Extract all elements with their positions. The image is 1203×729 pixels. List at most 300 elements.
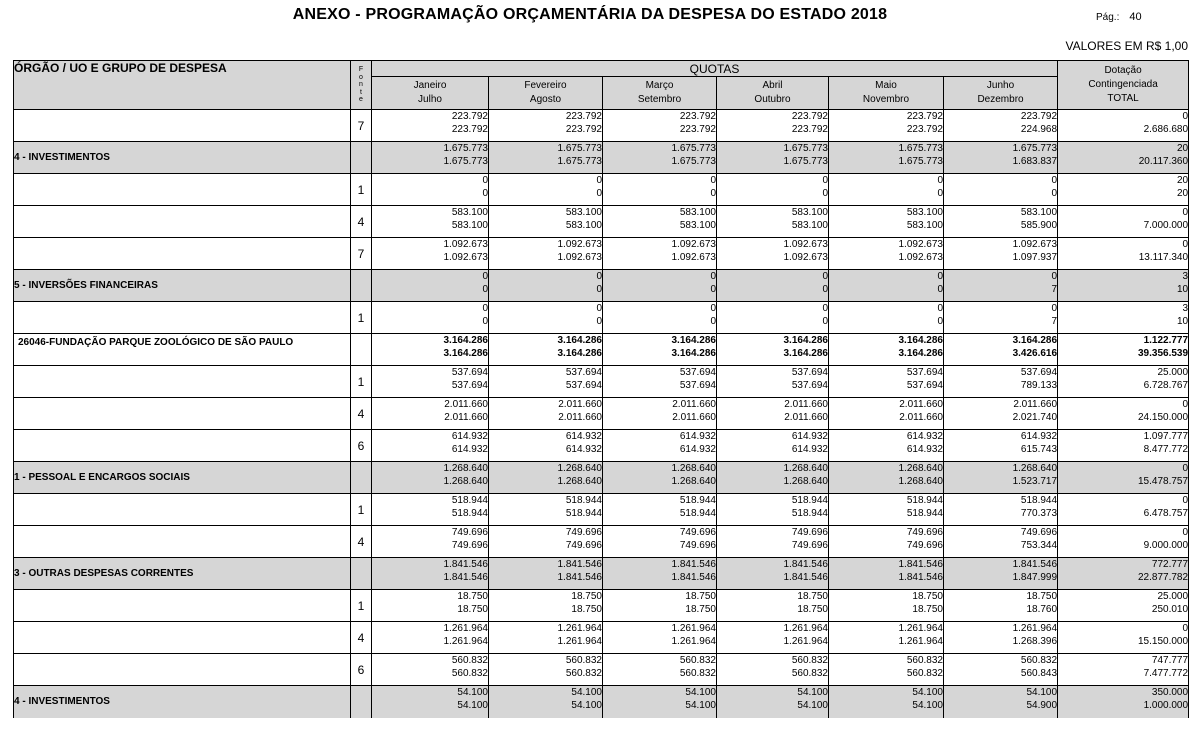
dotacao-cell <box>1058 590 1189 622</box>
value-line-1: 583.100 <box>679 207 716 218</box>
value-line-2: 614.932 <box>906 444 943 455</box>
quota-cell <box>489 206 603 238</box>
fonte-letter: t <box>360 88 362 96</box>
value-line-1: 2.011.660 <box>444 399 488 410</box>
value-line-1: 749.696 <box>451 527 488 538</box>
value-line-1: 614.932 <box>1020 431 1058 442</box>
value-line-1: 1.092.673 <box>1012 239 1058 250</box>
value-line-2: 749.696 <box>565 540 602 551</box>
value-line-2: 1.841.546 <box>443 572 488 583</box>
quota-cell <box>829 366 944 398</box>
value-line-1: 1.122.777 <box>1143 335 1189 346</box>
value-line-1: 518.944 <box>451 495 488 506</box>
value-line-2: 1.268.640 <box>557 476 602 487</box>
value-line-2: 8.477.772 <box>1143 444 1189 455</box>
value-line-1: 3 <box>1182 303 1189 314</box>
fonte-cell: 1 <box>351 366 372 398</box>
table-row <box>14 558 1189 590</box>
month-a: Março <box>645 80 674 91</box>
value-line-2: 537.694 <box>565 380 602 391</box>
value-line-2: 1.261.964 <box>783 636 828 647</box>
value-line-1: 1.268.640 <box>443 463 488 474</box>
value-line-2: 789.133 <box>1020 380 1058 391</box>
value-line-1: 614.932 <box>906 431 943 442</box>
value-line-1: 1.261.964 <box>898 623 943 634</box>
value-line-2: 1.847.999 <box>1012 572 1058 583</box>
value-line-2: 54.900 <box>1026 700 1058 711</box>
value-line-1: 0 <box>710 271 716 282</box>
row-label: 26046-FUNDAÇÃO PARQUE ZOOLÓGICO DE SÃO PAULO <box>14 334 351 366</box>
fonte-column-header <box>351 61 372 110</box>
value-line-1: 2.011.660 <box>558 399 602 410</box>
quota-cell <box>944 526 1058 558</box>
row-label: 1 - PESSOAL E ENCARGOS SOCIAIS <box>14 462 351 494</box>
value-line-1: 20 <box>1176 175 1189 186</box>
quota-cell <box>944 366 1058 398</box>
value-line-2: 0 <box>710 188 716 199</box>
quota-cell <box>603 462 717 494</box>
value-line-1: 3 <box>1182 271 1189 282</box>
value-line-1: 1.841.546 <box>1012 559 1058 570</box>
value-line-1: 614.932 <box>679 431 716 442</box>
row-label <box>14 654 351 686</box>
value-line-2: 223.792 <box>451 124 488 135</box>
quota-cell <box>603 334 717 366</box>
value-line-1: 537.694 <box>906 367 943 378</box>
value-line-1: 3.164.286 <box>557 335 602 346</box>
value-line-1: 18.750 <box>912 591 943 602</box>
value-line-2: 2.686.680 <box>1143 124 1189 135</box>
row-label <box>14 302 351 334</box>
quota-cell <box>717 366 829 398</box>
row-label: 5 - INVERSÕES FINANCEIRAS <box>14 270 351 302</box>
value-line-2: 223.792 <box>565 124 602 135</box>
value-line-1: 749.696 <box>565 527 602 538</box>
value-line-2: 1.268.396 <box>1012 636 1058 647</box>
value-line-2: 518.944 <box>565 508 602 519</box>
fonte-cell: 7 <box>351 238 372 270</box>
value-line-2: 2.011.660 <box>444 412 488 423</box>
value-line-2: 560.832 <box>565 668 602 679</box>
quota-cell <box>489 302 603 334</box>
fonte-cell <box>351 686 372 718</box>
value-line-2: 10 <box>1176 284 1189 295</box>
org-column-header: ÓRGÃO / UO E GRUPO DE DESPESA <box>14 61 351 110</box>
value-line-1: 1.092.673 <box>783 239 828 250</box>
value-line-1: 223.792 <box>679 111 716 122</box>
value-line-2: 1.261.964 <box>557 636 602 647</box>
month-b: Agosto <box>529 94 562 105</box>
quota-cell <box>489 430 603 462</box>
value-line-2: 0 <box>596 188 602 199</box>
value-line-2: 2.011.660 <box>784 412 828 423</box>
value-line-2: 39.356.539 <box>1138 348 1189 359</box>
value-line-1: 54.100 <box>571 687 602 698</box>
value-line-2: 1.841.546 <box>557 572 602 583</box>
value-line-1: 0 <box>1182 527 1189 538</box>
value-line-2: 614.932 <box>565 444 602 455</box>
quota-cell <box>944 110 1058 142</box>
quota-cell <box>489 686 603 718</box>
dotacao-cell <box>1058 334 1189 366</box>
quota-cell <box>603 270 717 302</box>
quota-cell <box>829 430 944 462</box>
value-line-1: 614.932 <box>451 431 488 442</box>
value-line-2: 1.268.640 <box>898 476 943 487</box>
quota-cell <box>603 622 717 654</box>
value-line-1: 583.100 <box>1020 207 1058 218</box>
value-line-1: 18.750 <box>797 591 828 602</box>
month-header <box>829 77 944 110</box>
value-line-1: 583.100 <box>791 207 828 218</box>
value-line-2: 583.100 <box>451 220 488 231</box>
value-line-1: 537.694 <box>565 367 602 378</box>
value-line-2: 583.100 <box>906 220 943 231</box>
value-line-2: 18.760 <box>1026 604 1058 615</box>
table-row <box>14 302 1189 334</box>
month-a: Abril <box>762 80 783 91</box>
quota-cell <box>717 206 829 238</box>
value-line-1: 0 <box>1182 463 1189 474</box>
value-line-1: 1.675.773 <box>783 143 828 154</box>
value-line-1: 0 <box>596 175 602 186</box>
dotacao-cell <box>1058 686 1189 718</box>
value-line-2: 1.097.937 <box>1012 252 1058 263</box>
row-label <box>14 206 351 238</box>
value-line-1: 1.841.546 <box>783 559 828 570</box>
value-line-1: 3.164.286 <box>898 335 943 346</box>
value-line-1: 560.832 <box>906 655 943 666</box>
quota-cell <box>717 526 829 558</box>
table-row <box>14 238 1189 270</box>
quota-cell <box>717 302 829 334</box>
value-line-1: 2.011.660 <box>784 399 828 410</box>
value-line-1: 54.100 <box>457 687 488 698</box>
quota-cell <box>944 334 1058 366</box>
value-line-1: 3.164.286 <box>1012 335 1058 346</box>
quota-cell <box>489 622 603 654</box>
quota-cell <box>372 494 489 526</box>
month-header <box>717 77 829 110</box>
quota-cell <box>944 174 1058 206</box>
quota-cell <box>829 654 944 686</box>
fonte-letter: e <box>359 96 363 104</box>
month-b: Setembro <box>637 94 682 105</box>
month-header <box>489 77 603 110</box>
value-line-1: 0 <box>596 303 602 314</box>
quota-cell <box>489 270 603 302</box>
quota-cell <box>829 206 944 238</box>
dotacao-line: Contingenciada <box>1088 79 1158 90</box>
quota-cell <box>372 622 489 654</box>
quota-cell <box>489 590 603 622</box>
value-line-2: 1.268.640 <box>671 476 716 487</box>
fonte-cell: 6 <box>351 654 372 686</box>
value-line-1: 560.832 <box>565 655 602 666</box>
value-line-1: 1.261.964 <box>557 623 602 634</box>
value-line-2: 560.832 <box>791 668 828 679</box>
quota-cell <box>944 462 1058 494</box>
value-line-2: 615.743 <box>1020 444 1058 455</box>
quota-cell <box>829 174 944 206</box>
value-line-1: 0 <box>1182 495 1189 506</box>
table-row <box>14 430 1189 462</box>
quota-cell <box>372 142 489 174</box>
value-line-1: 1.675.773 <box>443 143 488 154</box>
value-line-2: 0 <box>710 316 716 327</box>
value-line-2: 0 <box>482 284 488 295</box>
quota-cell <box>372 366 489 398</box>
value-line-2: 15.478.757 <box>1138 476 1189 487</box>
value-line-2: 537.694 <box>791 380 828 391</box>
table-row <box>14 654 1189 686</box>
row-label <box>14 238 351 270</box>
quota-cell <box>489 526 603 558</box>
quota-cell <box>372 526 489 558</box>
dotacao-cell <box>1058 654 1189 686</box>
value-line-2: 1.261.964 <box>898 636 943 647</box>
quota-cell <box>717 398 829 430</box>
value-line-1: 0 <box>937 271 943 282</box>
value-line-1: 518.944 <box>679 495 716 506</box>
quota-cell <box>603 238 717 270</box>
quota-cell <box>603 494 717 526</box>
quota-cell <box>603 558 717 590</box>
value-line-1: 0 <box>822 271 828 282</box>
value-line-2: 1.268.640 <box>443 476 488 487</box>
value-line-1: 537.694 <box>679 367 716 378</box>
quota-cell <box>944 270 1058 302</box>
value-line-2: 3.164.286 <box>783 348 828 359</box>
value-line-1: 560.832 <box>679 655 716 666</box>
quota-cell <box>717 110 829 142</box>
value-line-2: 3.164.286 <box>898 348 943 359</box>
value-line-2: 753.344 <box>1020 540 1058 551</box>
value-line-1: 18.750 <box>571 591 602 602</box>
table-row <box>14 366 1189 398</box>
value-line-1: 54.100 <box>912 687 943 698</box>
value-line-1: 2.011.660 <box>1013 399 1058 410</box>
value-line-2: 2.011.660 <box>558 412 602 423</box>
dotacao-cell <box>1058 366 1189 398</box>
dotacao-cell <box>1058 174 1189 206</box>
value-line-2: 537.694 <box>451 380 488 391</box>
value-line-2: 10 <box>1176 316 1189 327</box>
quota-cell <box>717 686 829 718</box>
quota-cell <box>829 558 944 590</box>
value-line-1: 614.932 <box>791 431 828 442</box>
table-row <box>14 398 1189 430</box>
month-header <box>603 77 717 110</box>
value-line-1: 749.696 <box>906 527 943 538</box>
row-label <box>14 526 351 558</box>
quota-cell <box>944 430 1058 462</box>
value-line-1: 1.097.777 <box>1143 431 1189 442</box>
value-line-1: 0 <box>1182 399 1189 410</box>
value-line-1: 772.777 <box>1151 559 1189 570</box>
month-header <box>944 77 1058 110</box>
value-line-1: 0 <box>1182 623 1189 634</box>
value-line-2: 749.696 <box>906 540 943 551</box>
value-line-2: 537.694 <box>679 380 716 391</box>
fonte-cell: 4 <box>351 622 372 654</box>
value-line-1: 18.750 <box>685 591 716 602</box>
value-line-1: 1.841.546 <box>671 559 716 570</box>
quota-cell <box>829 110 944 142</box>
value-line-1: 0 <box>937 175 943 186</box>
value-line-2: 583.100 <box>791 220 828 231</box>
value-line-1: 1.268.640 <box>783 463 828 474</box>
value-line-2: 1.092.673 <box>557 252 602 263</box>
value-line-2: 54.100 <box>685 700 716 711</box>
value-line-2: 3.164.286 <box>443 348 488 359</box>
value-line-2: 1.092.673 <box>443 252 488 263</box>
value-line-1: 0 <box>482 175 488 186</box>
value-line-2: 13.117.340 <box>1138 252 1189 263</box>
value-line-1: 223.792 <box>791 111 828 122</box>
fonte-cell: 7 <box>351 110 372 142</box>
dotacao-column-header <box>1058 61 1189 110</box>
value-line-1: 1.675.773 <box>557 143 602 154</box>
dotacao-cell <box>1058 494 1189 526</box>
quota-cell <box>603 654 717 686</box>
quota-cell <box>717 462 829 494</box>
value-line-2: 2.011.660 <box>899 412 943 423</box>
currency-note: VALORES EM R$ 1,00 <box>1065 39 1188 53</box>
value-line-1: 0 <box>1051 271 1058 282</box>
table-row <box>14 110 1189 142</box>
value-line-1: 0 <box>1182 207 1189 218</box>
value-line-2: 1.683.837 <box>1012 156 1058 167</box>
quota-cell <box>489 238 603 270</box>
value-line-2: 20.117.360 <box>1138 156 1189 167</box>
value-line-1: 0 <box>596 271 602 282</box>
fonte-cell <box>351 462 372 494</box>
value-line-2: 22.877.782 <box>1138 572 1189 583</box>
quota-cell <box>489 398 603 430</box>
dotacao-cell <box>1058 206 1189 238</box>
value-line-1: 0 <box>482 271 488 282</box>
value-line-1: 749.696 <box>1020 527 1058 538</box>
quota-cell <box>829 270 944 302</box>
value-line-2: 0 <box>482 316 488 327</box>
value-line-2: 583.100 <box>679 220 716 231</box>
value-line-1: 614.932 <box>565 431 602 442</box>
value-line-2: 250.010 <box>1151 604 1189 615</box>
dotacao-cell <box>1058 398 1189 430</box>
value-line-2: 749.696 <box>791 540 828 551</box>
value-line-1: 0 <box>482 303 488 314</box>
table-row <box>14 686 1189 718</box>
value-line-1: 1.841.546 <box>557 559 602 570</box>
value-line-2: 1.675.773 <box>898 156 943 167</box>
quota-cell <box>372 110 489 142</box>
value-line-1: 350.000 <box>1151 687 1189 698</box>
value-line-2: 1.261.964 <box>671 636 716 647</box>
quota-cell <box>717 558 829 590</box>
value-line-2: 537.694 <box>906 380 943 391</box>
value-line-1: 518.944 <box>1020 495 1058 506</box>
quota-cell <box>372 462 489 494</box>
value-line-1: 0 <box>937 303 943 314</box>
value-line-1: 560.832 <box>791 655 828 666</box>
quota-cell <box>603 206 717 238</box>
value-line-1: 2.011.660 <box>899 399 943 410</box>
value-line-2: 0 <box>710 284 716 295</box>
row-label <box>14 366 351 398</box>
value-line-2: 1.268.640 <box>783 476 828 487</box>
value-line-1: 537.694 <box>791 367 828 378</box>
quota-cell <box>489 462 603 494</box>
value-line-2: 560.832 <box>906 668 943 679</box>
row-label <box>14 398 351 430</box>
value-line-1: 25.000 <box>1157 367 1189 378</box>
value-line-2: 1.092.673 <box>898 252 943 263</box>
value-line-2: 3.164.286 <box>671 348 716 359</box>
value-line-2: 1.675.773 <box>671 156 716 167</box>
quota-cell <box>944 686 1058 718</box>
month-a: Janeiro <box>413 80 447 91</box>
quota-cell <box>717 270 829 302</box>
value-line-1: 25.000 <box>1157 591 1189 602</box>
fonte-cell: 6 <box>351 430 372 462</box>
dotacao-cell <box>1058 302 1189 334</box>
quota-cell <box>829 622 944 654</box>
value-line-2: 0 <box>822 316 828 327</box>
value-line-2: 54.100 <box>457 700 488 711</box>
fonte-cell: 1 <box>351 174 372 206</box>
quota-cell <box>603 398 717 430</box>
value-line-1: 583.100 <box>906 207 943 218</box>
page-number: 40 <box>1129 11 1142 23</box>
quota-cell <box>372 686 489 718</box>
value-line-1: 0 <box>1051 303 1058 314</box>
table-body <box>14 110 1189 718</box>
quota-cell <box>717 238 829 270</box>
month-b: Julho <box>418 94 442 105</box>
quota-cell <box>489 110 603 142</box>
value-line-2: 7 <box>1051 284 1058 295</box>
fonte-cell: 4 <box>351 526 372 558</box>
quota-cell <box>489 494 603 526</box>
value-line-2: 1.092.673 <box>783 252 828 263</box>
page-indicator <box>1096 11 1142 23</box>
value-line-2: 749.696 <box>451 540 488 551</box>
value-line-2: 1.675.773 <box>783 156 828 167</box>
quota-cell <box>603 430 717 462</box>
quota-cell <box>603 174 717 206</box>
month-a: Junho <box>986 80 1015 91</box>
value-line-1: 1.268.640 <box>557 463 602 474</box>
quota-cell <box>603 366 717 398</box>
value-line-1: 54.100 <box>685 687 716 698</box>
row-label <box>14 622 351 654</box>
value-line-1: 583.100 <box>565 207 602 218</box>
value-line-2: 1.675.773 <box>443 156 488 167</box>
value-line-1: 223.792 <box>1020 111 1058 122</box>
month-header <box>372 77 489 110</box>
quota-cell <box>829 302 944 334</box>
quota-cell <box>944 142 1058 174</box>
value-line-1: 1.841.546 <box>443 559 488 570</box>
quota-cell <box>603 590 717 622</box>
quota-cell <box>372 206 489 238</box>
quota-cell <box>372 238 489 270</box>
value-line-1: 18.750 <box>1026 591 1058 602</box>
dotacao-cell <box>1058 430 1189 462</box>
fonte-cell <box>351 142 372 174</box>
value-line-2: 585.900 <box>1020 220 1058 231</box>
